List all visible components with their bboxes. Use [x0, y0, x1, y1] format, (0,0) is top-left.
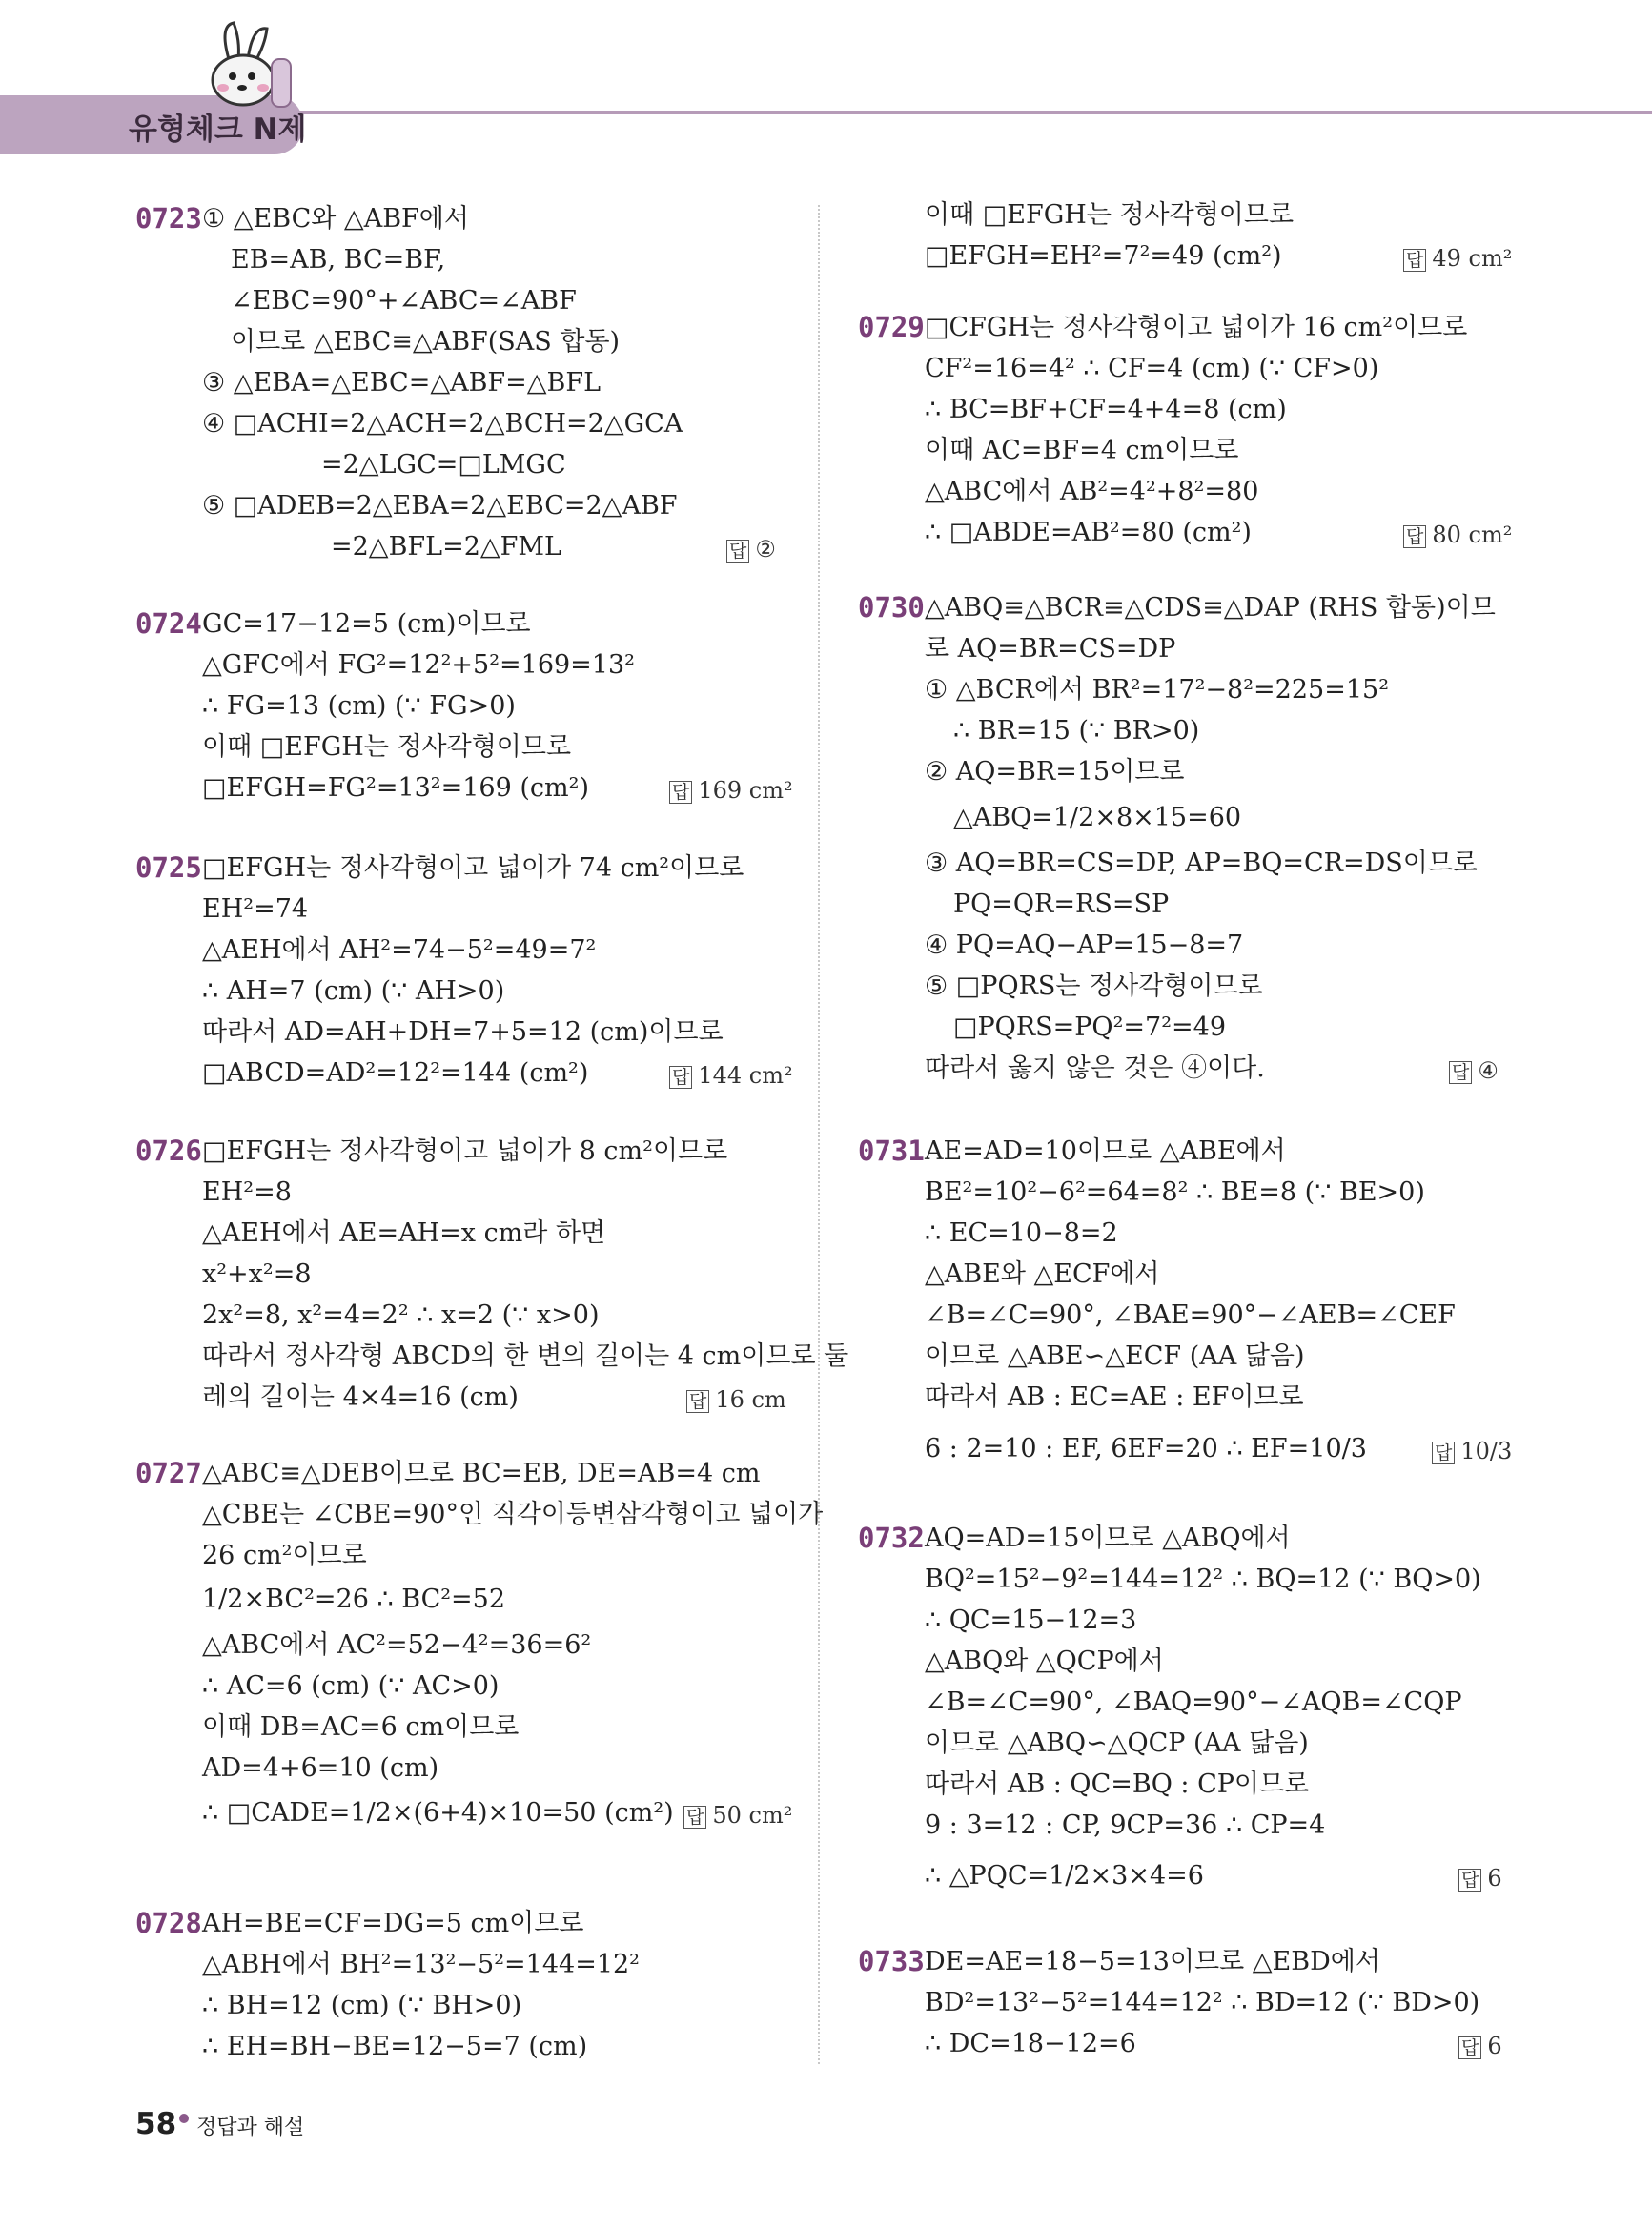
solution-line: ∠B=∠C=90°, ∠BAQ=90°−∠AQB=∠CQP	[925, 1688, 1462, 1717]
solution-line: ∴ AH=7 (cm) (∵ AH>0)	[202, 976, 505, 1006]
solution-line: ③ △EBA=△EBC=△ABF=△BFL	[202, 368, 602, 398]
answer-value: 10/3	[1460, 1438, 1513, 1464]
solution-line: △AEH에서 AH²=74−5²=49=7²	[202, 935, 597, 965]
solution-line: =2△BFL=2△FML	[331, 532, 561, 562]
answer-value: ④	[1478, 1057, 1499, 1084]
answer-value: 6	[1487, 1865, 1502, 1892]
solution-line: ∠B=∠C=90°, ∠BAE=90°−∠AEB=∠CEF	[925, 1300, 1456, 1330]
solution-line: 따라서 정사각형 ABCD의 한 변의 길이는 4 cm이므로 둘	[202, 1341, 849, 1371]
answer-mark: 답	[669, 781, 692, 804]
answer	[1458, 2033, 1502, 2059]
solution-line: x²+x²=8	[202, 1259, 312, 1289]
solution-line: ∴ BR=15 (∵ BR>0)	[953, 716, 1200, 746]
answer-mark: 답	[683, 1806, 706, 1829]
solution-line: ∴ QC=15−12=3	[925, 1606, 1137, 1635]
solution-line: 따라서 AB : QC=BQ : CP이므로	[925, 1770, 1310, 1799]
solution-line: EB=AB, BC=BF,	[231, 245, 446, 275]
problem-number: 0724	[135, 607, 202, 640]
solution-line: □ABCD=AD²=12²=144 (cm²)	[202, 1058, 589, 1088]
answer-value: 16 cm	[715, 1386, 786, 1413]
solution-line: ③ AQ=BR=CS=DP, AP=BQ=CR=DS이므로	[925, 849, 1479, 878]
solution-line: △GFC에서 FG²=12²+5²=169=13²	[202, 650, 635, 680]
solution-line: BE²=10²−6²=64=8² ∴ BE=8 (∵ BE>0)	[925, 1177, 1425, 1207]
answer	[1403, 245, 1512, 272]
solution-line: ④ □ACHI=2△ACH=2△BCH=2△GCA	[202, 409, 683, 439]
solution-line: △ABQ≡△BCR≡△CDS≡△DAP (RHS 합동)이므	[925, 593, 1496, 623]
problem-number: 0727	[135, 1457, 202, 1489]
solution-line: 1/2×BC²=26 ∴ BC²=52	[202, 1585, 506, 1614]
column-divider	[818, 205, 820, 2064]
solution-line: ∴ BH=12 (cm) (∵ BH>0)	[202, 1991, 522, 2020]
solution-line: CF²=16=4² ∴ CF=4 (cm) (∵ CF>0)	[925, 354, 1379, 383]
solution-line: △ABQ=1/2×8×15=60	[953, 803, 1242, 832]
solution-line: △ABC에서 AC²=52−4²=36=6²	[202, 1630, 592, 1660]
solution-line: 6 : 2=10 : EF, 6EF=20 ∴ EF=10/3	[925, 1434, 1367, 1463]
answer-value: 49 cm²	[1432, 245, 1513, 272]
answer-mark: 답	[1432, 1442, 1455, 1464]
problem-number: 0729	[858, 311, 925, 343]
answer	[1458, 1865, 1502, 1892]
solution-line: DE=AE=18−5=13이므로 △EBD에서	[925, 1947, 1380, 1976]
solution-line: ④ PQ=AQ−AP=15−8=7	[925, 931, 1244, 960]
answer-mark: 답	[1403, 525, 1426, 548]
solution-line: □EFGH는 정사각형이고 넓이가 74 cm²이므로	[202, 853, 744, 883]
solution-line: △ABE와 △ECF에서	[925, 1259, 1160, 1289]
solution-line: 26 cm²이므로	[202, 1541, 367, 1570]
solution-line: =2△LGC=□LMGC	[321, 450, 566, 480]
solution-line: 2x²=8, x²=4=2² ∴ x=2 (∵ x>0)	[202, 1300, 600, 1330]
solution-line: □CFGH는 정사각형이고 넓이가 16 cm²이므로	[925, 313, 1468, 342]
solution-line: GC=17−12=5 (cm)이므로	[202, 609, 531, 639]
solution-line: 이므로 △EBC≡△ABF(SAS 합동)	[231, 327, 621, 357]
answer-value: 169 cm²	[698, 777, 793, 804]
solution-line: ∴ △PQC=1/2×3×4=6	[925, 1861, 1204, 1891]
solution-line: BD²=13²−5²=144=12² ∴ BD=12 (∵ BD>0)	[925, 1988, 1480, 2017]
solution-line: 따라서 옳지 않은 것은 ④이다.	[925, 1054, 1265, 1083]
solution-line: ∴ EC=10−8=2	[925, 1218, 1118, 1248]
solution-line: ⑤ □PQRS는 정사각형이므로	[925, 972, 1263, 1001]
answer-mark: 답	[1458, 1869, 1481, 1892]
answer-value: 50 cm²	[712, 1802, 793, 1829]
solution-line: ∠EBC=90°+∠ABC=∠ABF	[231, 286, 577, 316]
problem-number: 0726	[135, 1135, 202, 1167]
footer-label: 정답과 해설	[196, 2116, 305, 2139]
solution-line: PQ=QR=RS=SP	[953, 890, 1170, 919]
solution-line: □PQRS=PQ²=7²=49	[953, 1013, 1226, 1042]
solution-line: EH²=8	[202, 1177, 292, 1207]
problem-number: 0725	[135, 851, 202, 884]
solution-line: □EFGH는 정사각형이고 넓이가 8 cm²이므로	[202, 1136, 728, 1166]
solution-line: 로 AQ=BR=CS=DP	[925, 634, 1176, 664]
solution-line: ∴ FG=13 (cm) (∵ FG>0)	[202, 691, 516, 721]
answer	[726, 536, 776, 563]
solution-line: 따라서 AD=AH+DH=7+5=12 (cm)이므로	[202, 1017, 724, 1047]
solution-line: BQ²=15²−9²=144=12² ∴ BQ=12 (∵ BQ>0)	[925, 1565, 1481, 1594]
solution-line: ∴ □ABDE=AB²=80 (cm²)	[925, 518, 1252, 547]
solution-line: AH=BE=CF=DG=5 cm이므로	[202, 1909, 584, 1938]
answer	[1432, 1438, 1512, 1464]
answer-value: 80 cm²	[1432, 522, 1513, 548]
rabbit-mascot-icon	[191, 21, 296, 112]
answer-mark: 답	[726, 540, 749, 563]
problem-number: 0723	[135, 202, 202, 235]
answer-mark: 답	[1458, 2036, 1481, 2059]
solution-line: ∴ □CADE=1/2×(6+4)×10=50 (cm²)	[202, 1798, 674, 1828]
answer-mark: 답	[669, 1066, 692, 1089]
answer-mark: 답	[1449, 1061, 1472, 1084]
solution-line: 이므로 △ABQ∽△QCP (AA 닮음)	[925, 1729, 1309, 1758]
solution-line: 이때 AC=BF=4 cm이므로	[925, 436, 1239, 465]
solution-line: ① △EBC와 △ABF에서	[202, 204, 469, 234]
answer	[686, 1386, 786, 1413]
solution-line: 9 : 3=12 : CP, 9CP=36 ∴ CP=4	[925, 1811, 1326, 1840]
problem-number: 0730	[858, 591, 925, 624]
answer-value: 6	[1487, 2033, 1502, 2059]
solution-line: □EFGH=EH²=7²=49 (cm²)	[925, 241, 1282, 271]
answer	[1449, 1057, 1499, 1084]
solution-line: △ABC에서 AB²=4²+8²=80	[925, 477, 1259, 506]
answer-value: 144 cm²	[698, 1062, 793, 1089]
solution-line: 레의 길이는 4×4=16 (cm)	[202, 1382, 519, 1412]
solution-line: □EFGH=FG²=13²=169 (cm²)	[202, 773, 589, 803]
solution-line: △AEH에서 AE=AH=x cm라 하면	[202, 1218, 606, 1248]
answer-value: ②	[755, 536, 776, 563]
answer	[669, 1062, 793, 1089]
solution-line: 이때 □EFGH는 정사각형이므로	[202, 732, 572, 762]
solution-line: △ABQ와 △QCP에서	[925, 1647, 1164, 1676]
solution-line: AQ=AD=15이므로 △ABQ에서	[925, 1524, 1291, 1553]
problem-number: 0728	[135, 1907, 202, 1939]
answer-mark: 답	[686, 1390, 709, 1413]
answer	[683, 1802, 792, 1829]
solution-line: EH²=74	[202, 894, 309, 924]
page-number: 58	[135, 2107, 177, 2141]
answer	[1403, 522, 1512, 548]
solution-line: 이때 DB=AC=6 cm이므로	[202, 1712, 520, 1742]
solution-line: ∴ EH=BH−BE=12−5=7 (cm)	[202, 2032, 588, 2061]
solution-line: △CBE는 ∠CBE=90°인 직각이등변삼각형이고 넓이가	[202, 1500, 824, 1529]
solution-line: ⑤ □ADEB=2△EBA=2△EBC=2△ABF	[202, 491, 678, 521]
solution-line: 이때 □EFGH는 정사각형이므로	[925, 200, 1295, 230]
page-header-title: 유형체크 N제	[129, 113, 307, 147]
solution-line: ① △BCR에서 BR²=17²−8²=225=15²	[925, 675, 1390, 705]
solution-line: △ABH에서 BH²=13²−5²=144=12²	[202, 1950, 640, 1979]
solution-line: AE=AD=10이므로 △ABE에서	[925, 1136, 1286, 1166]
problem-number: 0733	[858, 1945, 925, 1977]
answer	[669, 777, 793, 804]
solution-line: ∴ DC=18−12=6	[925, 2029, 1136, 2058]
answer-mark: 답	[1403, 249, 1426, 272]
solution-line: AD=4+6=10 (cm)	[202, 1753, 439, 1783]
solution-line: 이므로 △ABE∽△ECF (AA 닮음)	[925, 1341, 1305, 1371]
bullet-icon	[179, 2114, 189, 2123]
problem-number: 0731	[858, 1135, 925, 1167]
solution-line: △ABC≡△DEB이므로 BC=EB, DE=AB=4 cm	[202, 1459, 761, 1488]
solution-line: ② AQ=BR=15이므로	[925, 757, 1185, 787]
solution-line: ∴ AC=6 (cm) (∵ AC>0)	[202, 1671, 500, 1701]
solution-line: 따라서 AB : EC=AE : EF이므로	[925, 1382, 1304, 1412]
problem-number: 0732	[858, 1522, 925, 1554]
solution-line: ∴ BC=BF+CF=4+4=8 (cm)	[925, 395, 1287, 424]
